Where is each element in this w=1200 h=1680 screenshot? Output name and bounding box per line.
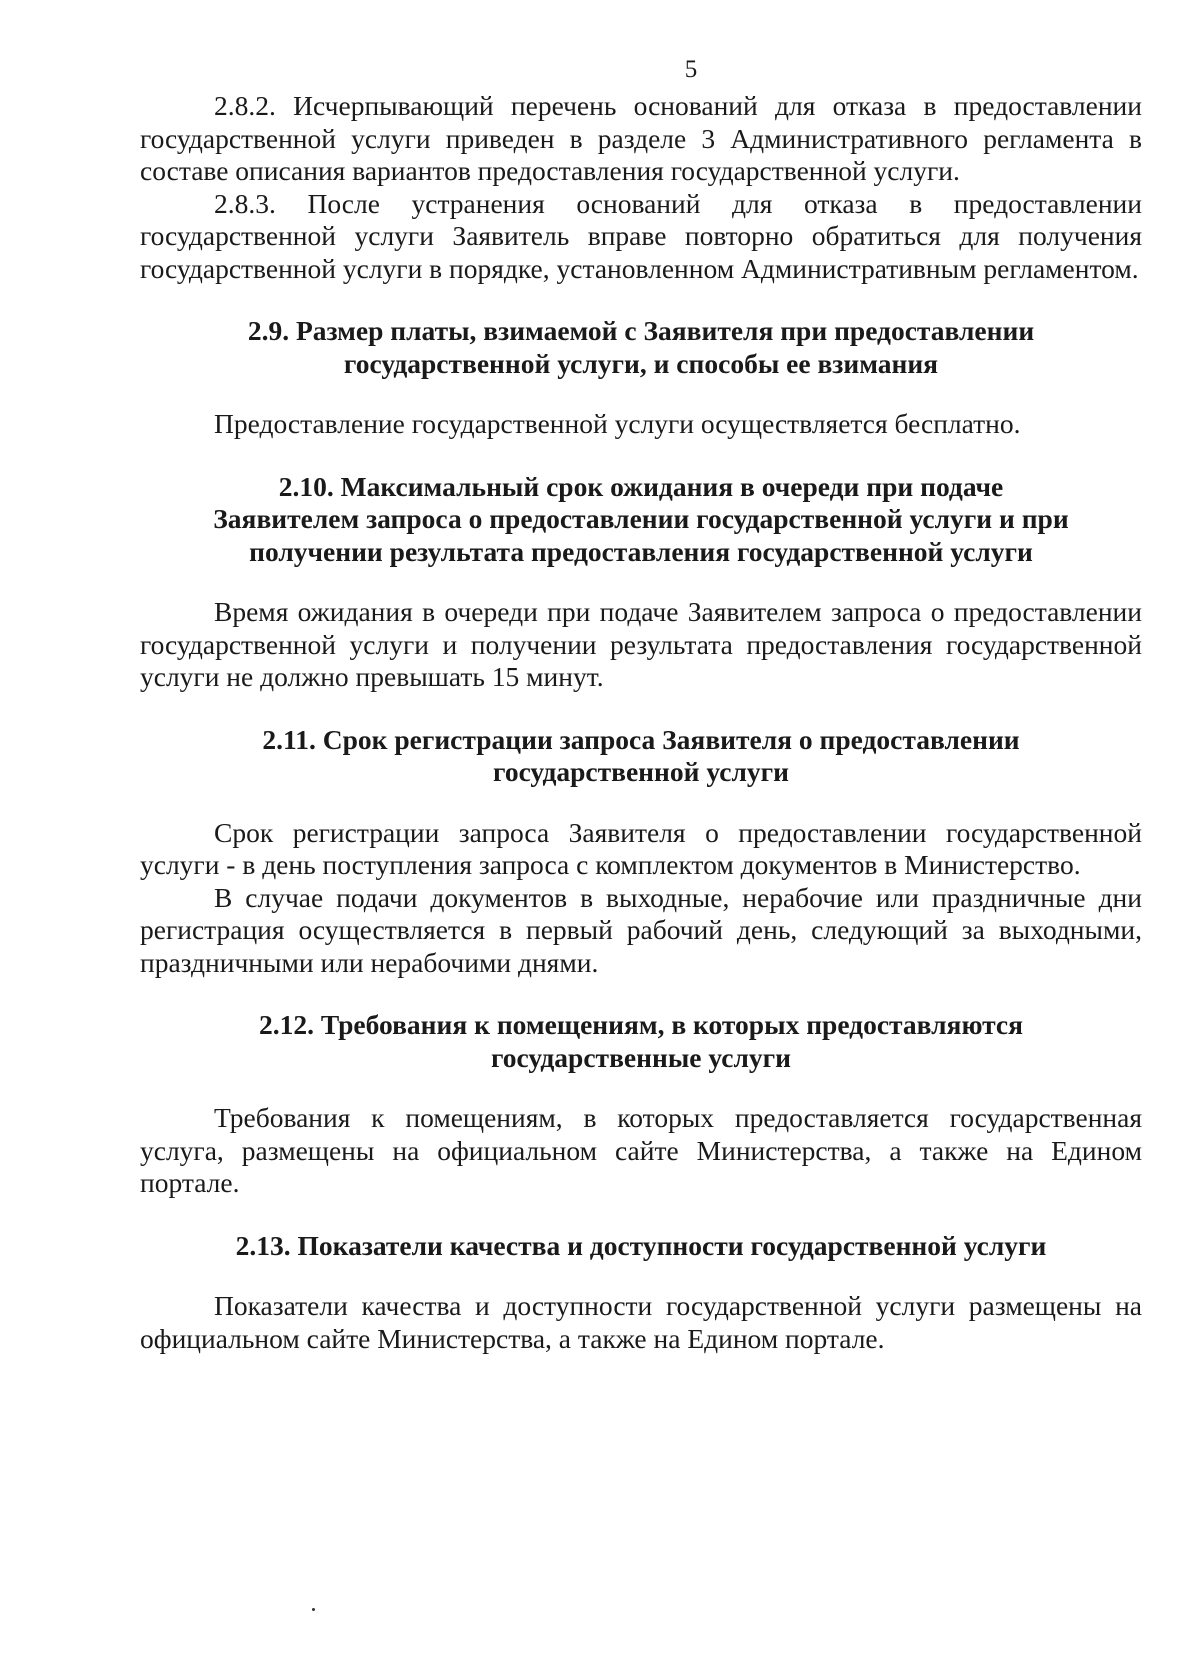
paragraph-2-13: Показатели качества и доступности государственной услуги размещены на официальном сайте Министерства, а также на Едином портале. <box>140 1290 1142 1354</box>
spacer <box>140 1200 1142 1230</box>
heading-2-9-line-1: 2.9. Размер платы, взимаемой с Заявителя при предоставлении <box>247 315 1035 346</box>
heading-2-10-line-1: 2.10. Максимальный срок ожидания в очереди при подаче <box>278 470 1004 502</box>
spacer <box>140 285 1142 315</box>
spacer <box>140 694 1142 724</box>
section-heading-2-10 <box>140 471 1142 569</box>
paragraph-2-8-2: 2.8.2. Исчерпывающий перечень оснований для отказа в предоставлении государственной услуги приведен в разделе 3 Административного регламента в составе описания вариантов предоставления государственной услуги. <box>140 90 1142 186</box>
page-number: 5 <box>684 56 698 83</box>
paragraph-2-11-b: В случае подачи документов в выходные, нерабочие или праздничные дни регистрация осуществляется в первый рабочий день, следующий за выходными, праздничными или нерабочими днями. <box>140 881 1142 978</box>
section-heading-2-9 <box>140 315 1142 380</box>
scan-speck <box>312 1608 315 1611</box>
heading-2-9-line-2: государственной услуги, и способы ее взимания <box>343 347 939 379</box>
heading-2-10-line-2: Заявителем запроса о предоставлении государственной услуги и при <box>213 503 1069 534</box>
spacer <box>140 789 1142 817</box>
section-heading-2-12 <box>140 1009 1142 1074</box>
section-heading-2-11 <box>140 724 1142 789</box>
spacer <box>140 568 1142 596</box>
heading-2-12-line-1: 2.12. Требования к помещениям, в которых предоставляются <box>258 1009 1024 1040</box>
paragraph-2-12: Требования к помещениям, в которых предоставляется государственная услуга, размещены на официальном сайте Министерства, а также на Едином портале. <box>140 1102 1142 1198</box>
spacer <box>140 1262 1142 1290</box>
spacer <box>140 441 1142 471</box>
paragraph-2-9: Предоставление государственной услуги осуществляется бесплатно. <box>214 408 1021 439</box>
heading-2-10-line-3: получении результата предоставления государственной услуги <box>249 535 1033 567</box>
section-heading-2-13: 2.13. Показатели качества и доступности государственной услуги <box>235 1229 1047 1261</box>
spacer <box>140 380 1142 408</box>
spacer <box>140 979 1142 1009</box>
paragraph-2-11-a: Срок регистрации запроса Заявителя о предоставлении государственной услуги - в день поступления запроса с комплектом документов в Министерство. <box>140 816 1142 880</box>
heading-2-11-line-1: 2.11. Срок регистрации запроса Заявителя о предоставлении <box>262 723 1020 755</box>
heading-2-11-line-2: государственной услуги <box>493 756 789 787</box>
heading-2-12-line-2: государственные услуги <box>490 1041 791 1073</box>
document-page <box>140 52 1142 1355</box>
spacer <box>140 1074 1142 1102</box>
paragraph-2-10: Время ожидания в очереди при подаче Заявителем запроса о предоставлении государственной услуги и получении результата предоставления государственной услуги не должно превышать 15 минут. <box>140 596 1142 692</box>
paragraph-2-8-3: 2.8.3. После устранения оснований для отказа в предоставлении государственной услуги Заявитель вправе повторно обратиться для получения государственной услуги в порядке, установленном Административным регламентом. <box>140 187 1142 284</box>
